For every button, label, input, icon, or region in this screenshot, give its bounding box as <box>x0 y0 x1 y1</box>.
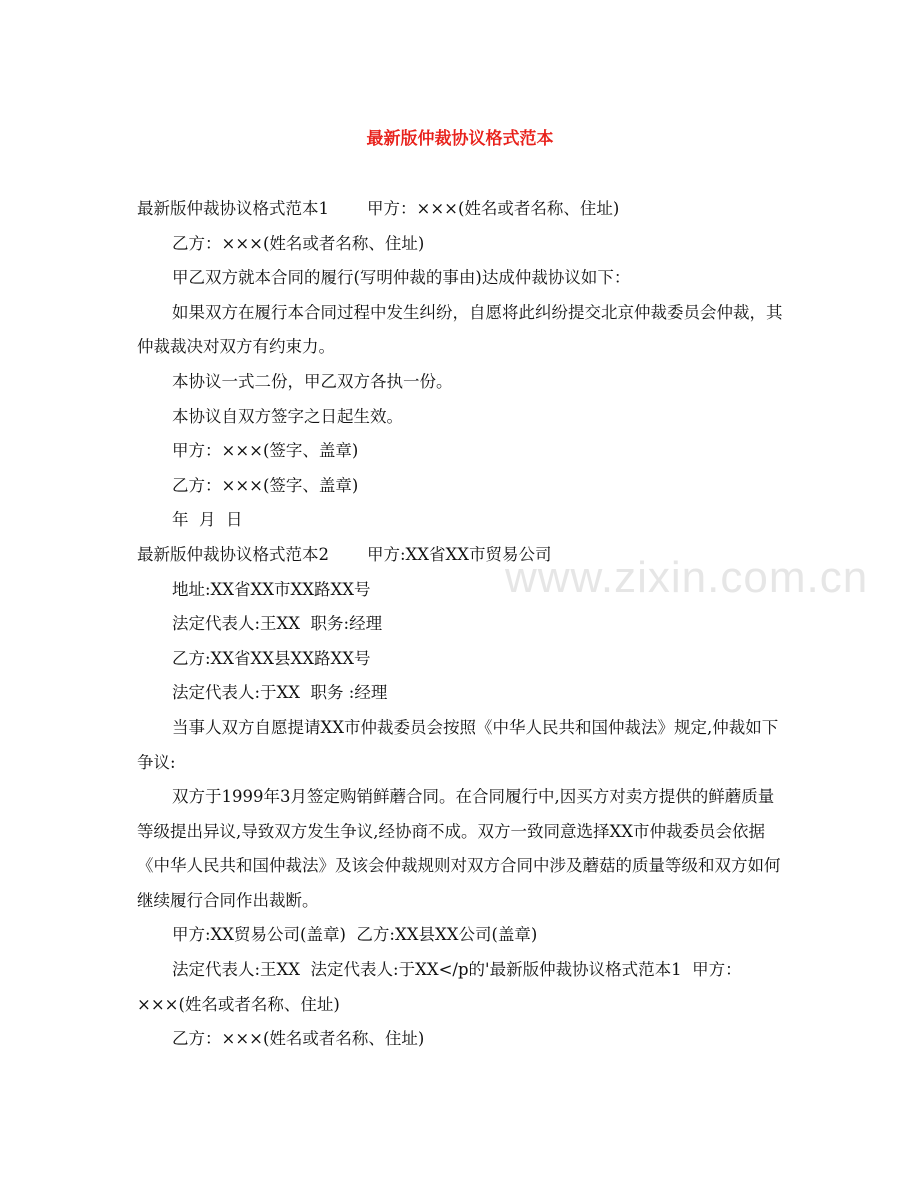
paragraph: 法定代表人:于XX 职务 :经理 <box>172 683 388 703</box>
paragraph: 法定代表人:王XX 法定代表人:于XX</p的'最新版仲裁协议格式范本1 甲方：×××(姓名或者名称、住址) <box>137 960 742 1014</box>
paragraph: 甲方：×××(签字、盖章) <box>172 441 359 461</box>
paragraph: 如果双方在履行本合同过程中发生纠纷，自愿将此纠纷提交北京仲裁委员会仲裁，其仲裁裁决对双方有约束力。 <box>137 302 783 357</box>
paragraph: 乙方：×××(姓名或者名称、住址) <box>172 233 425 253</box>
paragraph: 双方于1999年3月签定购销鲜蘑合同。在合同履行中,因买方对卖方提供的鲜蘑质量等级提出异议,导致双方发生争议,经协商不成。双方一致同意选择XX市仲裁委员会依据《中华人民共和国仲裁法》及该会仲裁规则对双方合同中涉及蘑菇的质量等级和双方如何继续履行合同作出裁断。 <box>137 787 781 910</box>
paragraph-text: 甲方：×××(姓名或者名称、住址) <box>367 199 620 218</box>
section-heading: 最新版仲裁协议格式范本2 <box>137 544 329 564</box>
paragraph-text: 甲方:XX省XX市贸易公司 <box>367 544 552 564</box>
paragraph: 当事人双方自愿提请XX市仲裁委员会按照《中华人民共和国仲裁法》规定,仲裁如下争议: <box>137 717 779 772</box>
paragraph: 乙方：×××(签字、盖章) <box>172 475 359 495</box>
paragraph: 乙方：×××(姓名或者名称、住址) <box>172 1029 425 1049</box>
paragraph <box>137 538 787 573</box>
paragraph: 甲方:XX贸易公司(盖章) 乙方:XX县XX公司(盖章) <box>172 925 538 945</box>
section-heading: 最新版仲裁协议格式范本1 <box>137 199 329 218</box>
paragraph: 本协议一式二份，甲乙双方各执一份。 <box>172 371 453 391</box>
paragraph: 年 月 日 <box>172 510 243 530</box>
document-title: 最新版仲裁协议格式范本 <box>366 129 554 149</box>
watermark: www.zixin.com.cn <box>505 553 869 602</box>
paragraph: 甲乙双方就本合同的履行(写明仲裁的事由)达成仲裁协议如下： <box>172 268 631 288</box>
paragraph: 本协议自双方签字之日起生效。 <box>172 406 403 426</box>
paragraph: 法定代表人:王XX 职务:经理 <box>172 614 383 634</box>
paragraph: 乙方:XX省XX县XX路XX号 <box>172 648 371 668</box>
document-body <box>137 192 787 1057</box>
paragraph <box>137 192 787 227</box>
paragraph: 地址:XX省XX市XX路XX号 <box>172 579 371 599</box>
